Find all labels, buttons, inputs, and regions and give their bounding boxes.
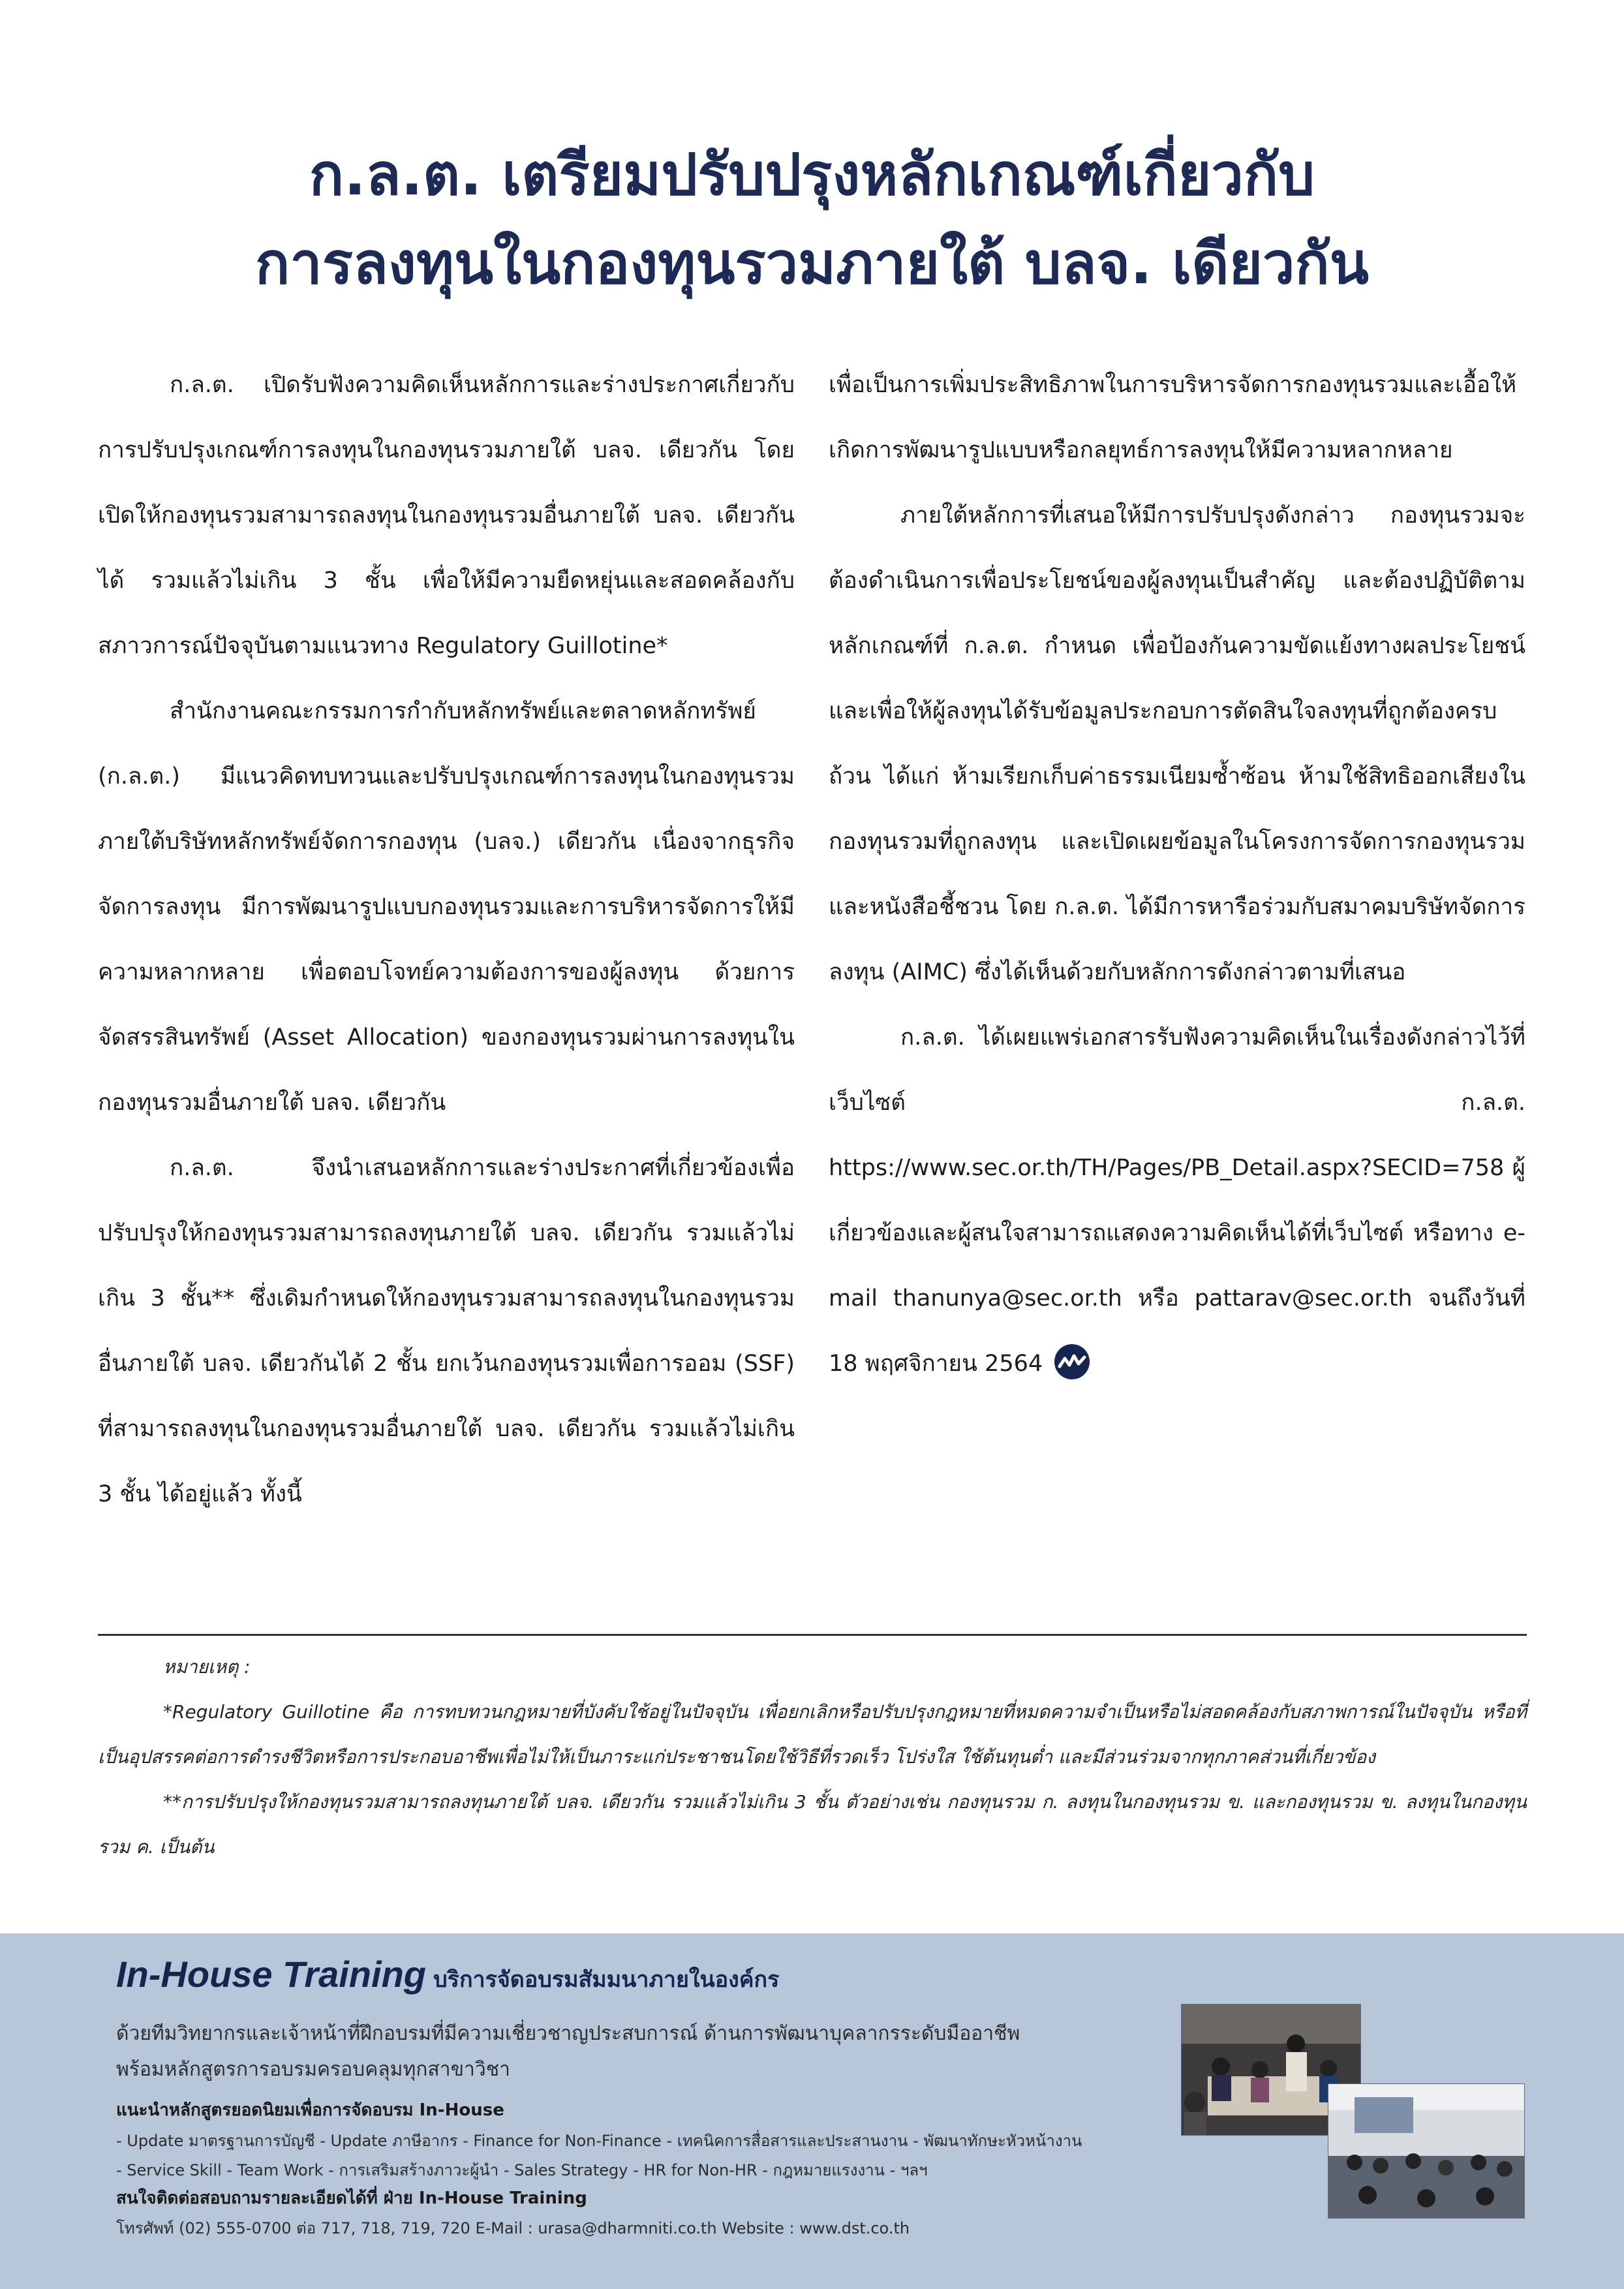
training-photo-2 (1328, 2083, 1525, 2219)
left-column (98, 352, 795, 1527)
left-paragraph-3: ก.ล.ต. จึงนำเสนอหลักการและร่างประกาศที่เกี่ยวข้องเพื่อปรับปรุงให้กองทุนรวมสามารถลงทุนภายใต้ บลจ. เดียวกัน รวมแล้วไม่เกิน 3 ชั้น** ซึ่งเดิมกำหนดให้กองทุนรวมสามารถลงทุนในกองทุนรวมอื่นภายใต้ บลจ. เดียวกันได้ 2 ชั้น ยกเว้นกองทุนรวมเพื่อการออม (SSF) ที่สามารถลงทุนในกองทุนรวมอื่นภายใต้ บลจ. เดียวกัน รวมแล้วไม่เกิน 3 ชั้น ได้อยู่แล้ว ทั้งนี้ (98, 1155, 795, 1507)
title-line-1: ก.ล.ต. เตรียมปรับปรุงหลักเกณฑ์เกี่ยวกับ (309, 141, 1315, 208)
banner-description-1: ด้วยทีมวิทยากรและเจ้าหน้าที่ฝึกอบรมที่มีความเชี่ยวชาญประสบการณ์ ด้านการพัฒนาบุคลากรระดับมืออาชีพ (116, 2022, 1020, 2045)
right-paragraph-3-text: ก.ล.ต. ได้เผยแพร่เอกสารรับฟังความคิดเห็นในเรื่องดังกล่าวไว้ที่เว็บไซต์ ก.ล.ต. https://www.sec.or.th/TH/Pages/PB_Detail.aspx?SECID=758 ผู้เกี่ยวข้องและผู้สนใจสามารถแสดงความคิดเห็นได้ที่เว็บไซต์ หรือทาง e-mail thanunya@sec.or.th หรือ pattarav@sec.or.th จนถึงวันที่ 18 พฤศจิกายน 2564 (829, 1024, 1525, 1377)
footnote-1: *Regulatory Guillotine คือ การทบทวนกฎหมายที่บังคับใช้อยู่ในปัจจุบัน เพื่อยกเลิกหรือปรับปรุงกฎหมายที่หมดความจำเป็นหรือไม่สอดคล้องกับสภาพการณ์ในปัจจุบัน หรือที่เป็นอุปสรรคต่อการดำรงชีวิตหรือการประกอบอาชีพเพื่อไม่ให้เป็นภาระแก่ประชาชนโดยใช้วิธีที่รวดเร็ว โปร่งใส ใช้ต้นทุนต่ำ และมีส่วนร่วมจากทุกภาคส่วนที่เกี่ยวข้อง (98, 1701, 1527, 1768)
wave-logo-icon (1054, 1344, 1090, 1379)
right-paragraph-2: ภายใต้หลักการที่เสนอให้มีการปรับปรุงดังกล่าว กองทุนรวมจะต้องดำเนินการเพื่อประโยชน์ของผู้ลงทุนเป็นสำคัญ และต้องปฏิบัติตามหลักเกณฑ์ที่ ก.ล.ต. กำหนด เพื่อป้องกันความขัดแย้งทางผลประโยชน์และเพื่อให้ผู้ลงทุนได้รับข้อมูลประกอบการตัดสินใจลงทุนที่ถูกต้องครบถ้วน ได้แก่ ห้ามเรียกเก็บค่าธรรมเนียมซ้ำซ้อน ห้ามใช้สิทธิออกเสียงในกองทุนรวมที่ถูกลงทุน และเปิดเผยข้อมูลในโครงการจัดการกองทุนรวมและหนังสือชี้ชวน โดย ก.ล.ต. ได้มีการหารือร่วมกับสมาคมบริษัทจัดการลงทุน (AIMC) ซึ่งได้เห็นด้วยกับหลักการดังกล่าวตามที่เสนอ (829, 502, 1525, 985)
notes-divider (98, 1634, 1527, 1636)
courses-line-2: - Service Skill - Team Work - การเสริมสร้างภาวะผู้นำ - Sales Strategy - HR for Non-HR - กฎหมายแรงงาน - ฯลฯ (116, 2161, 928, 2179)
courses-line-1: - Update มาตรฐานการบัญชี - Update ภาษีอากร - Finance for Non-Finance - เทคนิคการสื่อสารและประสานงาน - พัฒนาทักษะหัวหน้างาน (116, 2132, 1082, 2150)
banner-description-2: พร้อมหลักสูตรการอบรมครอบคลุมทุกสาขาวิชา (116, 2058, 510, 2081)
right-paragraph-1: เพื่อเป็นการเพิ่มประสิทธิภาพในการบริหารจัดการกองทุนรวมและเอื้อให้เกิดการพัฒนารูปแบบหรือกลยุทธ์การลงทุนให้มีความหลากหลาย (829, 372, 1517, 463)
in-house-training-banner (0, 1933, 1624, 2289)
contact-heading: สนใจติดต่อสอบถามรายละเอียดได้ที่ ฝ่าย In-House Training (116, 2189, 587, 2208)
footnote-2: **การปรับปรุงให้กองทุนรวมสามารถลงทุนภายใต้ บลจ. เดียวกัน รวมแล้วไม่เกิน 3 ชั้น ตัวอย่างเช่น กองทุนรวม ก. ลงทุนในกองทุนรวม ข. และกองทุนรวม ข. ลงทุนในกองทุนรวม ค. เป็นต้น (98, 1791, 1527, 1858)
left-paragraph-1: ก.ล.ต. เปิดรับฟังความคิดเห็นหลักการและร่างประกาศเกี่ยวกับการปรับปรุงเกณฑ์การลงทุนในกองทุนรวมภายใต้ บลจ. เดียวกัน โดยเปิดให้กองทุนรวมสามารถลงทุนในกองทุนรวมอื่นภายใต้ บลจ. เดียวกันได้ รวมแล้วไม่เกิน 3 ชั้น เพื่อให้มีความยืดหยุ่นและสอดคล้องกับสภาวการณ์ปัจจุบันตามแนวทาง Regulatory Guillotine* (98, 372, 795, 659)
courses-heading: แนะนำหลักสูตรยอดนิยมเพื่อการจัดอบรม In-House (116, 2100, 504, 2120)
footnotes (98, 1644, 1527, 1869)
banner-subtitle: บริการจัดอบรมสัมมนาภายในองค์กร (433, 1967, 780, 1993)
title-line-2: การลงทุนในกองทุนรวมภายใต้ บลจ. เดียวกัน (255, 230, 1369, 297)
contact-details: โทรศัพท์ (02) 555-0700 ต่อ 717, 718, 719, 720 E-Mail : urasa@dharmniti.co.th Website : www.dst.co.th (116, 2219, 910, 2237)
article-title (0, 131, 1624, 308)
banner-title: In-House Training (116, 1954, 426, 1995)
right-paragraph-3 (829, 1005, 1525, 1396)
left-paragraph-2: สำนักงานคณะกรรมการกำกับหลักทรัพย์และตลาดหลักทรัพย์ (ก.ล.ต.) มีแนวคิดทบทวนและปรับปรุงเกณฑ์การลงทุนในกองทุนรวมภายใต้บริษัทหลักทรัพย์จัดการกองทุน (บลจ.) เดียวกัน เนื่องจากธุรกิจจัดการลงทุน มีการพัฒนารูปแบบกองทุนรวมและการบริหารจัดการให้มีความหลากหลาย เพื่อตอบโจทย์ความต้องการของผู้ลงทุน ด้วยการจัดสรรสินทรัพย์ (Asset Allocation) ของกองทุนรวมผ่านการลงทุนในกองทุนรวมอื่นภายใต้ บลจ. เดียวกัน (98, 698, 795, 1116)
right-column (829, 352, 1525, 1396)
banner-heading (116, 1953, 779, 1997)
notes-heading: หมายเหตุ : (163, 1656, 251, 1678)
